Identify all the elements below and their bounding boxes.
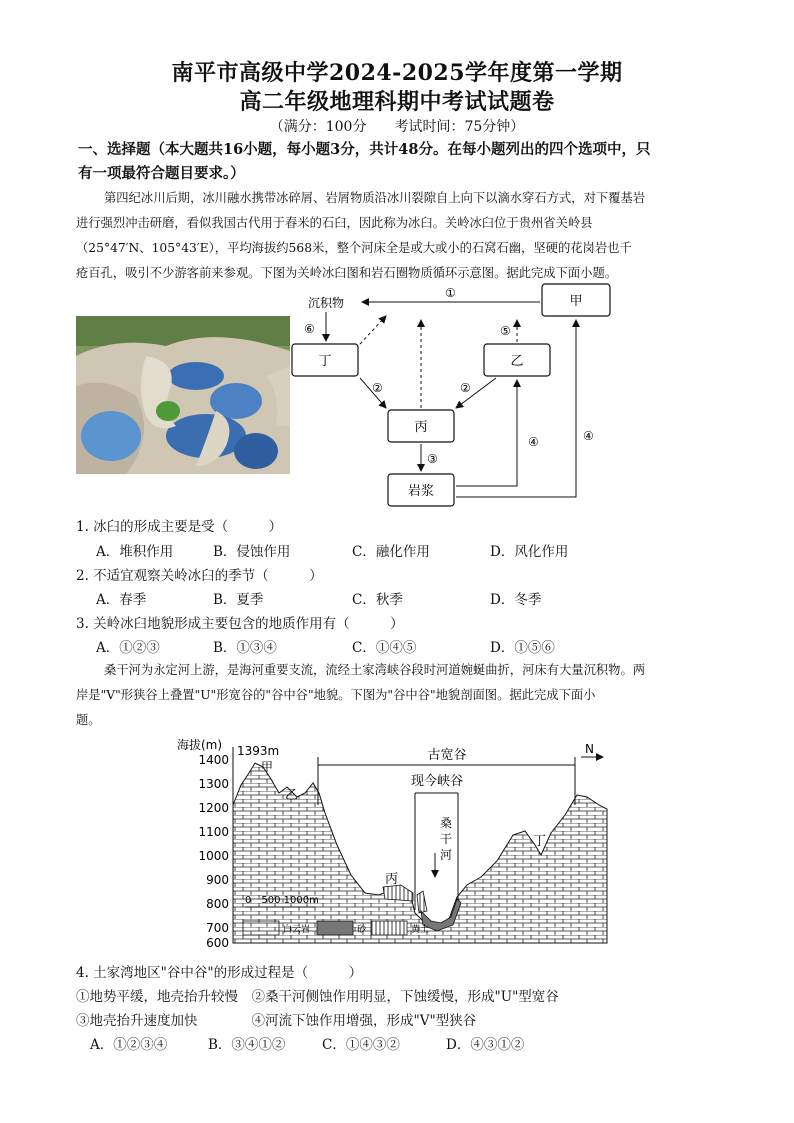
q1-option-a[interactable]: A．堆积作用 [96,544,174,560]
label-jia: 甲 [261,760,274,774]
ytick-1200: 1200 [198,801,229,815]
ytick-900: 900 [206,873,229,887]
passage2-line1: 桑干河为永定河上游，是海河重要支流，流经土家湾峡谷段时河道婉蜒曲折，河床有大量沉积物。两 [104,663,646,677]
ytick-1000: 1000 [198,849,229,863]
q4-option-d[interactable]: D．④③①② [446,1037,525,1053]
legend-dolomite: 白云岩 [283,925,311,935]
section-heading-line2: 有一项最符合题目要求。） [78,165,245,182]
legend-sand: 砂 [357,925,367,935]
title-line2: 高二年级地理科期中考试试题卷 [239,89,555,115]
section-heading-line1: 一、选择题（本大题共16小题，每小题3分，共计48分。在每小题列出的四个选项中，只 [78,141,651,158]
q1-option-d[interactable]: D．风化作用 [490,544,569,560]
rock-cycle-diagram [290,280,630,510]
ytick-800: 800 [206,897,229,911]
peak-label: 1393m [237,744,280,758]
box-ding: 丁 [318,354,332,369]
q4-option-a[interactable]: A．①②③④ [90,1037,168,1053]
q2-option-c[interactable]: C．秋季 [352,592,403,608]
scale-label: 0 500 1000m [245,895,319,906]
profile-ylabel: 海拔(m) [177,738,223,752]
exam-info: （满分：100分 考试时间：75分钟） [269,119,525,135]
q3-option-a[interactable]: A．①②③ [96,640,160,656]
arrow-label-6: ⑥ [304,322,315,336]
ice-mortar-photo [76,316,290,474]
box-jia: 甲 [569,294,583,309]
box-bing: 丙 [414,420,428,435]
q4-option-c[interactable]: C．①④③② [322,1037,400,1053]
title-line1: 南平市高级中学2024-2025学年度第一学期 [171,60,623,86]
passage1-line3: （25°47′N、105°43′E），平均海拔约568米，整个河床全是或大或小的石窝石幽，坚硬的花岗岩也千 [76,241,632,255]
q3-option-c[interactable]: C．①④⑤ [352,640,417,656]
q2-option-d[interactable]: D．冬季 [490,592,542,608]
ytick-1300: 1300 [198,777,229,791]
arrow-label-2b: ② [460,381,471,395]
box-magma: 岩浆 [407,484,435,499]
q1-stem: 1. 冰臼的形成主要是受（ ） [76,519,283,535]
valley-profile-diagram [175,735,615,950]
passage1-line4: 疮百孔，吸引不少游客前来参观。下图为关岭冰臼图和岩石圈物质循环示意图。据此完成下面小题。 [76,266,618,280]
legend-loess: 黄土 [411,925,430,935]
q3-option-b[interactable]: B．①③④ [213,640,277,656]
q2-stem: 2. 不适宜观察关岭冰臼的季节（ ） [76,568,323,584]
q2-option-a[interactable]: A．春季 [96,592,147,608]
passage1-line1: 第四纪冰川后期，冰川融水携带冰碎屑、岩屑物质沿冰川裂隙自上向下以滴水穿石方式，对下覆基岩 [104,191,646,205]
river-label-3: 河 [439,848,453,862]
label-yi: 乙 [285,788,299,803]
q3-option-d[interactable]: D．①⑤⑥ [490,640,555,656]
river-label-2: 干 [439,832,453,846]
arrow-label-5: ⑤ [500,324,511,338]
q4-stem: 4. 土家湾地区"谷中谷"的形成过程是（ ） [76,965,363,981]
passage2-line2: 岸是"V"形狭谷上叠置"U"形宽谷的"谷中谷"地貌。下图为"谷中谷"地貌剖面图。据此完成下面小 [76,688,596,702]
q4-option-b[interactable]: B．③④①② [208,1037,286,1053]
passage1-line2: 进行强烈冲击研磨，看似我国古代用于舂米的石臼，因此称为冰臼。关岭冰臼位于贵州省关岭县 [76,216,593,230]
ytick-700: 700 [206,921,229,935]
ytick-1400: 1400 [198,753,229,767]
q1-option-b[interactable]: B．侵蚀作用 [213,544,291,560]
ytick-1100: 1100 [198,825,229,839]
gorge-label: 现今峡谷 [410,774,464,789]
arrow-label-2a: ② [372,381,383,395]
arrow-label-4b: ④ [583,429,594,443]
q1-option-c[interactable]: C．融化作用 [352,544,430,560]
arrow-label-1: ① [445,286,456,300]
box-yi: 乙 [510,354,524,369]
arrow-label-4a: ④ [528,435,539,449]
sediment-label: 沉积物 [307,296,345,310]
label-bing: 丙 [385,872,399,887]
q4-line2: ③地壳抬升速度加快 ④河流下蚀作用增强，形成"V"型狭谷 [76,1013,477,1029]
passage2-line3: 题。 [76,713,101,727]
q2-option-b[interactable]: B．夏季 [213,592,264,608]
label-ding: 丁 [533,834,547,849]
old-valley-label: 古宽谷 [427,748,467,763]
arrow-label-3: ③ [427,452,438,466]
north-label: N [585,742,594,756]
river-label-1: 桑 [439,816,453,830]
q4-line1: ①地势平缓，地壳抬升较慢 ②桑干河侧蚀作用明显，下蚀缓慢，形成"U"型宽谷 [76,989,559,1005]
q3-stem: 3. 关岭冰臼地貌形成主要包含的地质作用有（ ） [76,616,404,632]
ytick-600: 600 [206,936,229,950]
